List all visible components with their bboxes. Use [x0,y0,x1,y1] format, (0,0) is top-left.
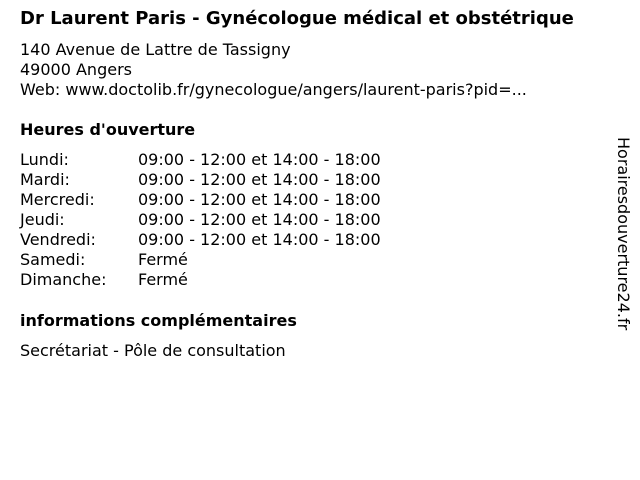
address-city: 49000 Angers [20,60,132,79]
hours-row-friday [20,230,600,250]
hours-value: 09:00 - 12:00 et 14:00 - 18:00 [138,150,381,169]
hours-value: 09:00 - 12:00 et 14:00 - 18:00 [138,190,381,209]
hours-row-wednesday [20,190,600,210]
address-block [20,40,600,100]
hours-row-sunday [20,270,600,290]
page-title: Dr Laurent Paris - Gynécologue médical et obstétrique [20,8,574,29]
day-label: Samedi: [20,250,86,269]
hours-row-tuesday [20,170,600,190]
hours-value: 09:00 - 12:00 et 14:00 - 18:00 [138,210,381,229]
hours-row-thursday [20,210,600,230]
site-watermark: Horairesdouverture24.fr [614,137,633,331]
address-street: 140 Avenue de Lattre de Tassigny [20,40,291,59]
extra-info-heading: informations complémentaires [20,311,297,330]
hours-value: 09:00 - 12:00 et 14:00 - 18:00 [138,170,381,189]
day-label: Vendredi: [20,230,96,249]
opening-hours-table [20,150,600,290]
day-label: Jeudi: [20,210,65,229]
hours-heading: Heures d'ouverture [20,120,196,139]
day-label: Mercredi: [20,190,95,209]
hours-value: Fermé [138,270,188,289]
day-label: Lundi: [20,150,69,169]
extra-info-text: Secrétariat - Pôle de consultation [20,341,286,360]
website-link[interactable]: Web: www.doctolib.fr/gynecologue/angers/laurent-paris?pid=... [20,80,527,99]
day-label: Mardi: [20,170,70,189]
day-label: Dimanche: [20,270,107,289]
hours-row-saturday [20,250,600,270]
hours-value: Fermé [138,250,188,269]
hours-row-monday [20,150,600,170]
hours-value: 09:00 - 12:00 et 14:00 - 18:00 [138,230,381,249]
listing-card [20,8,600,361]
